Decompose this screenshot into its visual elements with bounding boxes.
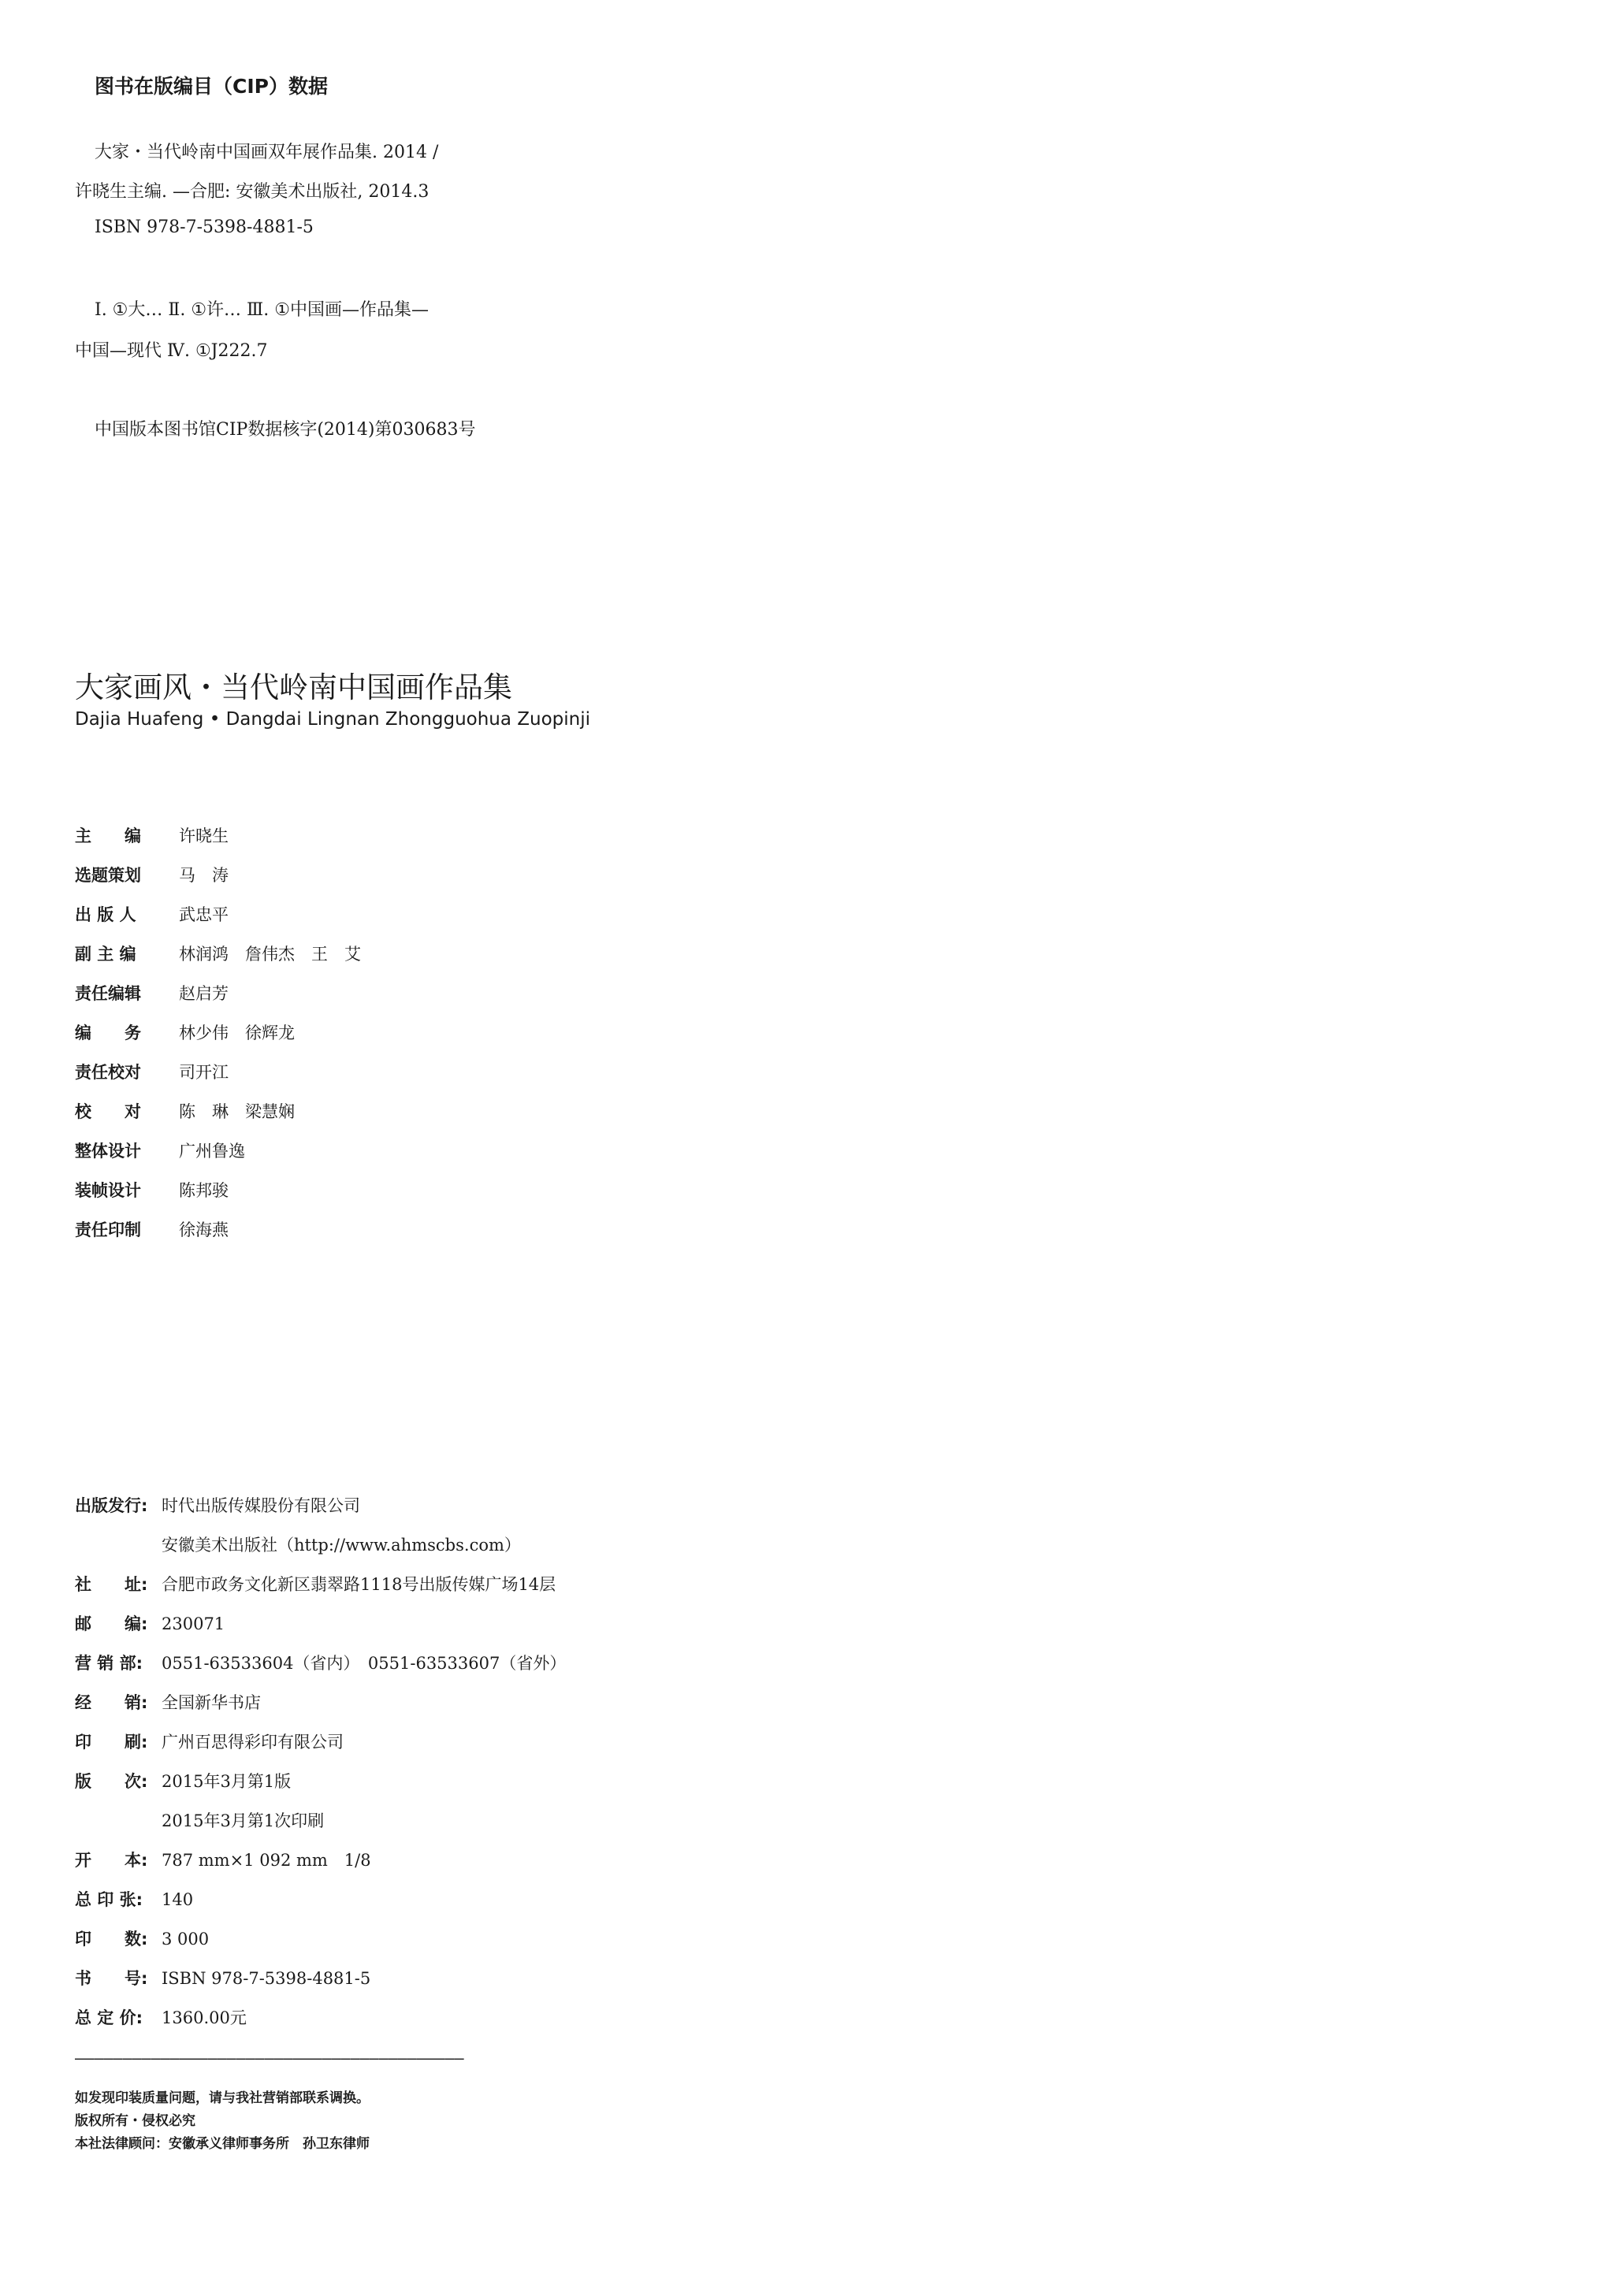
credit-label: 编 务 xyxy=(75,1024,141,1042)
book-title-pinyin: Dajia Huafeng • Dangdai Lingnan Zhongguohua Zuopinji xyxy=(75,709,591,730)
publication-value: ISBN 978-7-5398-4881-5 xyxy=(162,1969,371,1988)
publication-value: 1360.00元 xyxy=(162,2008,247,2027)
publication-row xyxy=(75,1808,324,1832)
credit-label: 责任印制 xyxy=(75,1220,141,1239)
publication-label: 邮 编: xyxy=(75,1614,148,1633)
publication-label: 总 定 价: xyxy=(75,2008,143,2027)
credit-label: 装帧设计 xyxy=(75,1181,141,1200)
publication-value: 合肥市政务文化新区翡翠路1118号出版传媒广场14层 xyxy=(162,1575,556,1594)
publication-value: 全国新华书店 xyxy=(162,1693,261,1712)
publication-row xyxy=(75,1690,261,1714)
credit-value: 林润鸿 詹伟杰 王 艾 xyxy=(179,945,361,964)
cip-line-6: 中国版本图书馆CIP数据核字(2014)第030683号 xyxy=(95,420,476,440)
publication-row xyxy=(75,1848,371,1871)
credit-label: 选题策划 xyxy=(75,866,141,885)
credit-value: 陈 琳 梁慧娴 xyxy=(179,1102,295,1121)
credit-value: 陈邦骏 xyxy=(179,1181,229,1200)
publication-value: 230071 xyxy=(162,1614,225,1633)
publication-label: 版 次: xyxy=(75,1772,148,1791)
publication-value: 787 mm×1 092 mm 1/8 xyxy=(162,1851,371,1870)
dashed-separator: ————————————————————————————————————————— xyxy=(75,2049,464,2068)
publication-value: 2015年3月第1次印刷 xyxy=(162,1811,325,1830)
credit-label: 责任编辑 xyxy=(75,984,141,1003)
publication-row xyxy=(75,1611,225,1635)
credit-value: 许晓生 xyxy=(179,827,229,845)
publication-label: 营 销 部: xyxy=(75,1654,143,1673)
cip-line-5: 中国—现代 Ⅳ. ①J222.7 xyxy=(75,341,268,361)
credit-label: 出 版 人 xyxy=(75,905,136,924)
publication-row xyxy=(75,1493,360,1517)
credit-value: 徐海燕 xyxy=(179,1220,229,1239)
publication-row xyxy=(75,1729,344,1753)
publication-label: 经 销: xyxy=(75,1693,148,1712)
credit-label: 整体设计 xyxy=(75,1142,141,1161)
publication-value: 3 000 xyxy=(162,1930,210,1949)
credit-label: 主 编 xyxy=(75,827,141,845)
credit-row xyxy=(75,1060,229,1083)
credit-row xyxy=(75,823,229,847)
credit-value: 赵启芳 xyxy=(179,984,229,1003)
book-title-chinese: 大家画风・当代岭南中国画作品集 xyxy=(75,671,512,704)
cip-line-4: Ⅰ. ①大… Ⅱ. ①许… Ⅲ. ①中国画—作品集— xyxy=(95,300,429,320)
credit-label: 校 对 xyxy=(75,1102,141,1121)
publication-row xyxy=(75,1966,370,1989)
footer-quality-notice: 如发现印装质量问题，请与我社营销部联系调换。 xyxy=(75,2090,370,2106)
publication-label: 开 本: xyxy=(75,1851,148,1870)
publication-label: 出版发行: xyxy=(75,1496,148,1515)
publication-label: 印 数: xyxy=(75,1930,148,1949)
credit-value: 广州鲁逸 xyxy=(179,1142,245,1161)
publication-value: 安徽美术出版社（http://www.ahmscbs.com） xyxy=(162,1536,521,1555)
cip-line-1: 大家・当代岭南中国画双年展作品集. 2014 / xyxy=(95,143,439,162)
publication-row xyxy=(75,1533,521,1556)
credit-row xyxy=(75,1139,245,1162)
publication-value: 140 xyxy=(162,1890,194,1909)
publication-row xyxy=(75,1769,291,1793)
cip-line-2: 许晓生主编. —合肥: 安徽美术出版社, 2014.3 xyxy=(75,182,430,202)
publication-label: 总 印 张: xyxy=(75,1890,143,1909)
publication-label: 书 号: xyxy=(75,1969,148,1988)
cip-title: 图书在版编目（CIP）数据 xyxy=(95,75,328,98)
publication-value: 0551-63533604（省内） 0551-63533607（省外） xyxy=(162,1654,567,1673)
credit-value: 马 涛 xyxy=(179,866,229,885)
credit-row xyxy=(75,1099,295,1123)
publication-row xyxy=(75,1926,209,1950)
publication-label: 社 址: xyxy=(75,1575,148,1594)
publication-value: 时代出版传媒股份有限公司 xyxy=(162,1496,360,1515)
footer-copyright: 版权所有・侵权必究 xyxy=(75,2113,195,2129)
publication-label: 印 刷: xyxy=(75,1733,148,1752)
credit-row xyxy=(75,942,361,965)
credit-row xyxy=(75,863,229,886)
publication-value: 广州百思得彩印有限公司 xyxy=(162,1733,344,1752)
credit-label: 责任校对 xyxy=(75,1063,141,1082)
credit-row xyxy=(75,902,229,926)
footer-legal-counsel: 本社法律顾问：安徽承义律师事务所 孙卫东律师 xyxy=(75,2136,370,2152)
credit-value: 司开江 xyxy=(179,1063,229,1082)
credit-row xyxy=(75,1217,229,1241)
cip-line-3: ISBN 978-7-5398-4881-5 xyxy=(95,217,314,237)
credit-row xyxy=(75,1020,295,1044)
publication-row xyxy=(75,1651,566,1674)
publication-row xyxy=(75,1887,193,1911)
credit-row xyxy=(75,1178,229,1202)
publication-row xyxy=(75,1572,556,1596)
credit-value: 武忠平 xyxy=(179,905,229,924)
credit-value: 林少伟 徐辉龙 xyxy=(179,1024,295,1042)
publication-value: 2015年3月第1版 xyxy=(162,1772,292,1791)
publication-row xyxy=(75,2005,247,2029)
credit-row xyxy=(75,981,229,1005)
credit-label: 副 主 编 xyxy=(75,945,136,964)
